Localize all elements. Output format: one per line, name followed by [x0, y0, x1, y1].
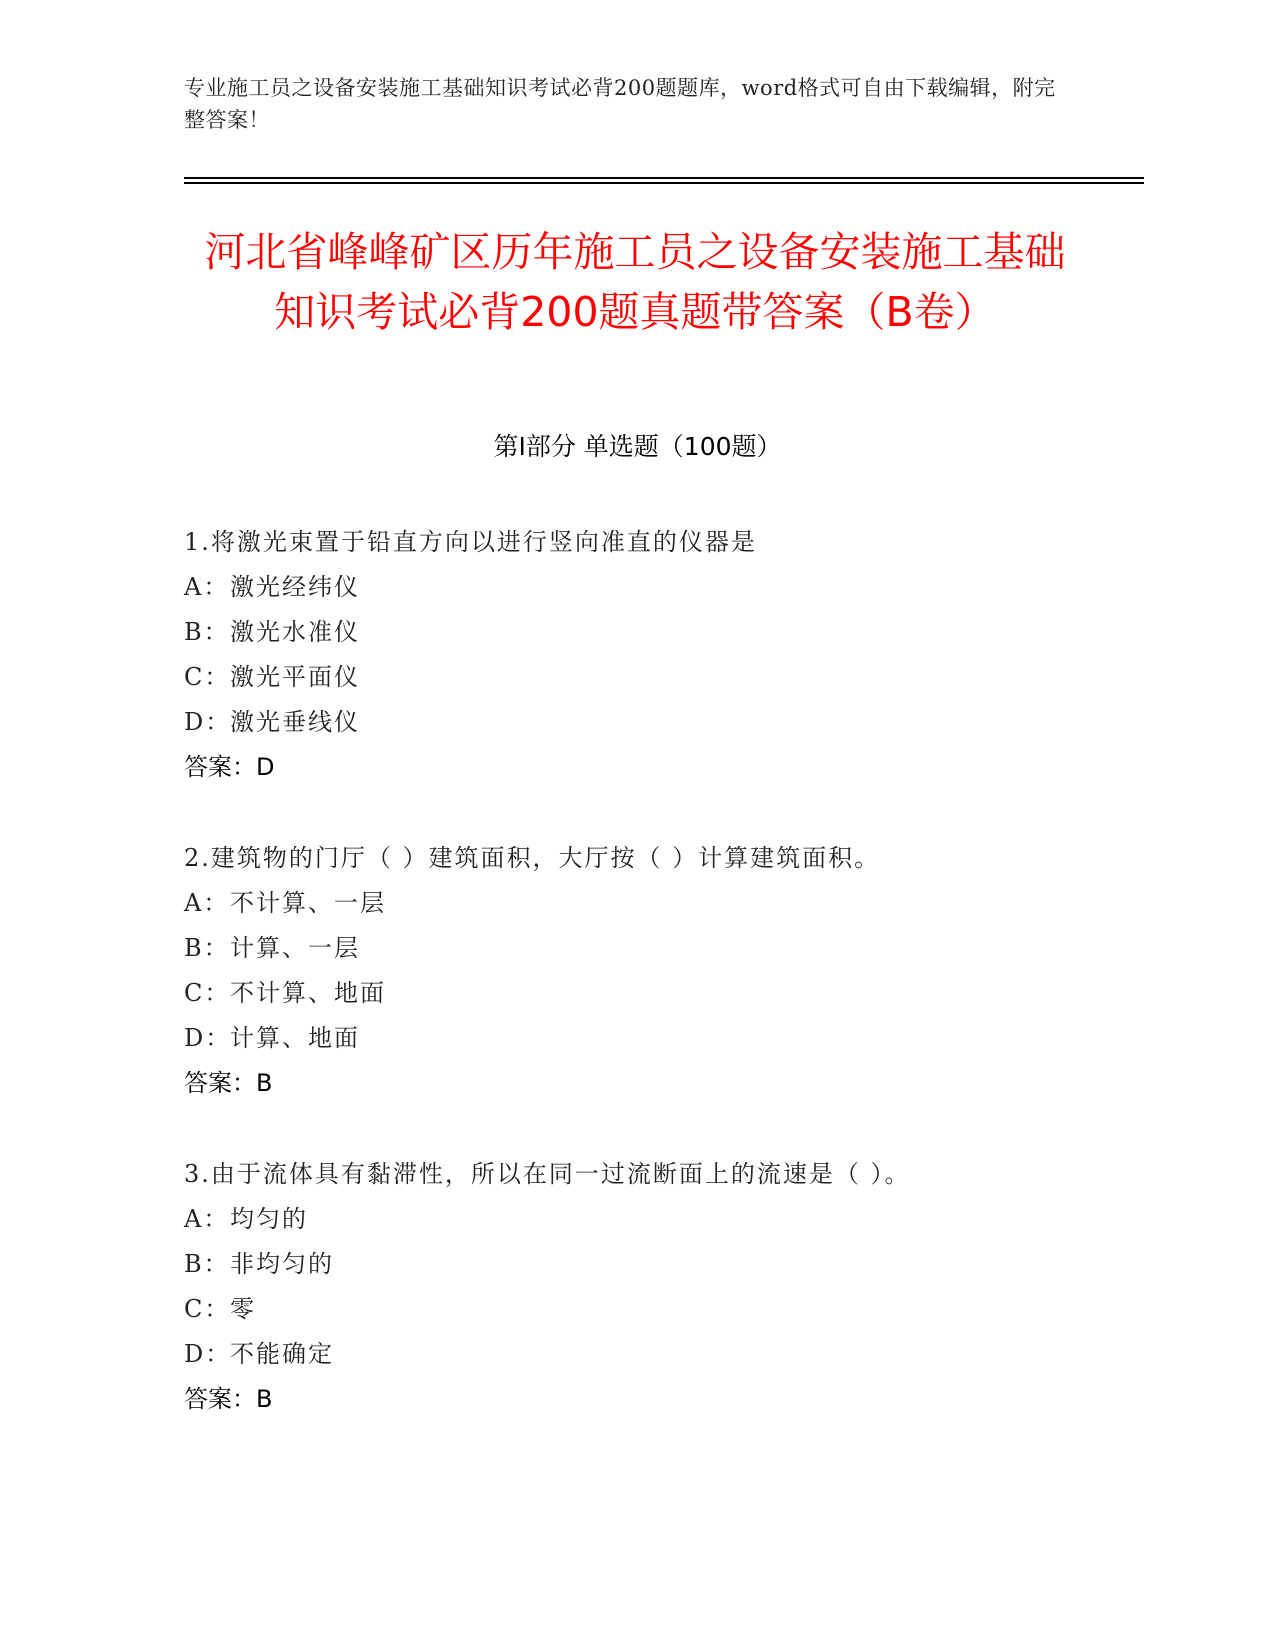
option-text: 零	[230, 1295, 256, 1323]
question-text: 1.将激光束置于铅直方向以进行竖向准直的仪器是	[184, 528, 757, 556]
option-text: 计算、地面	[230, 1024, 360, 1052]
answer-prefix: 答案：	[184, 1385, 256, 1413]
answer-prefix: 答案：	[184, 1069, 256, 1097]
header-divider-bottom	[184, 182, 1144, 184]
option-a	[184, 1197, 1144, 1242]
option-key: B：	[184, 1250, 230, 1278]
option-text: 不计算、一层	[230, 889, 386, 917]
option-d	[184, 700, 1144, 745]
option-b	[184, 610, 1144, 655]
question-text: 3.由于流体具有黏滞性，所以在同一过流断面上的流速是（ ）。	[184, 1160, 911, 1188]
option-key: D：	[184, 708, 232, 736]
header-note: 专业施工员之设备安装施工基础知识考试必背200题题库，word格式可自由下载编辑，附完整答案！	[184, 76, 1056, 132]
option-text: 不计算、地面	[230, 979, 386, 1007]
option-text: 激光平面仪	[230, 663, 360, 691]
option-c	[184, 1287, 1144, 1332]
option-a	[184, 881, 1144, 926]
question-text: 2.建筑物的门厅（ ）建筑面积，大厅按（ ）计算建筑面积。	[184, 844, 881, 872]
header-divider-top	[184, 177, 1144, 179]
answer-line	[184, 745, 1144, 790]
option-text: 激光水准仪	[230, 618, 360, 646]
option-c	[184, 655, 1144, 700]
document-title: 河北省峰峰矿区历年施工员之设备安装施工基础知识考试必背200题真题带答案（B卷）	[204, 228, 1066, 336]
option-key: A：	[184, 889, 230, 917]
question-2	[184, 836, 1144, 1106]
option-text: 激光垂线仪	[230, 708, 360, 736]
option-text: 激光经纬仪	[230, 573, 360, 601]
answer-prefix: 答案：	[184, 753, 256, 781]
option-text: 计算、一层	[230, 934, 360, 962]
option-text: 均匀的	[230, 1205, 308, 1233]
section-title: 第I部分 单选题（100题）	[493, 432, 782, 461]
option-key: A：	[184, 573, 230, 601]
answer-value: D	[256, 753, 275, 781]
option-text: 不能确定	[230, 1340, 334, 1368]
option-d	[184, 1332, 1144, 1377]
option-key: D：	[184, 1340, 232, 1368]
option-c	[184, 971, 1144, 1016]
option-a	[184, 565, 1144, 610]
answer-value: B	[256, 1385, 273, 1413]
option-text: 非均匀的	[230, 1250, 334, 1278]
option-key: B：	[184, 934, 230, 962]
question-3	[184, 1152, 1144, 1422]
question-1	[184, 520, 1144, 790]
answer-line	[184, 1377, 1144, 1422]
option-key: C：	[184, 663, 231, 691]
option-key: C：	[184, 1295, 231, 1323]
option-key: A：	[184, 1205, 230, 1233]
answer-value: B	[256, 1069, 273, 1097]
option-key: D：	[184, 1024, 232, 1052]
option-b	[184, 926, 1144, 971]
option-key: B：	[184, 618, 230, 646]
option-b	[184, 1242, 1144, 1287]
option-key: C：	[184, 979, 231, 1007]
option-d	[184, 1016, 1144, 1061]
answer-line	[184, 1061, 1144, 1106]
